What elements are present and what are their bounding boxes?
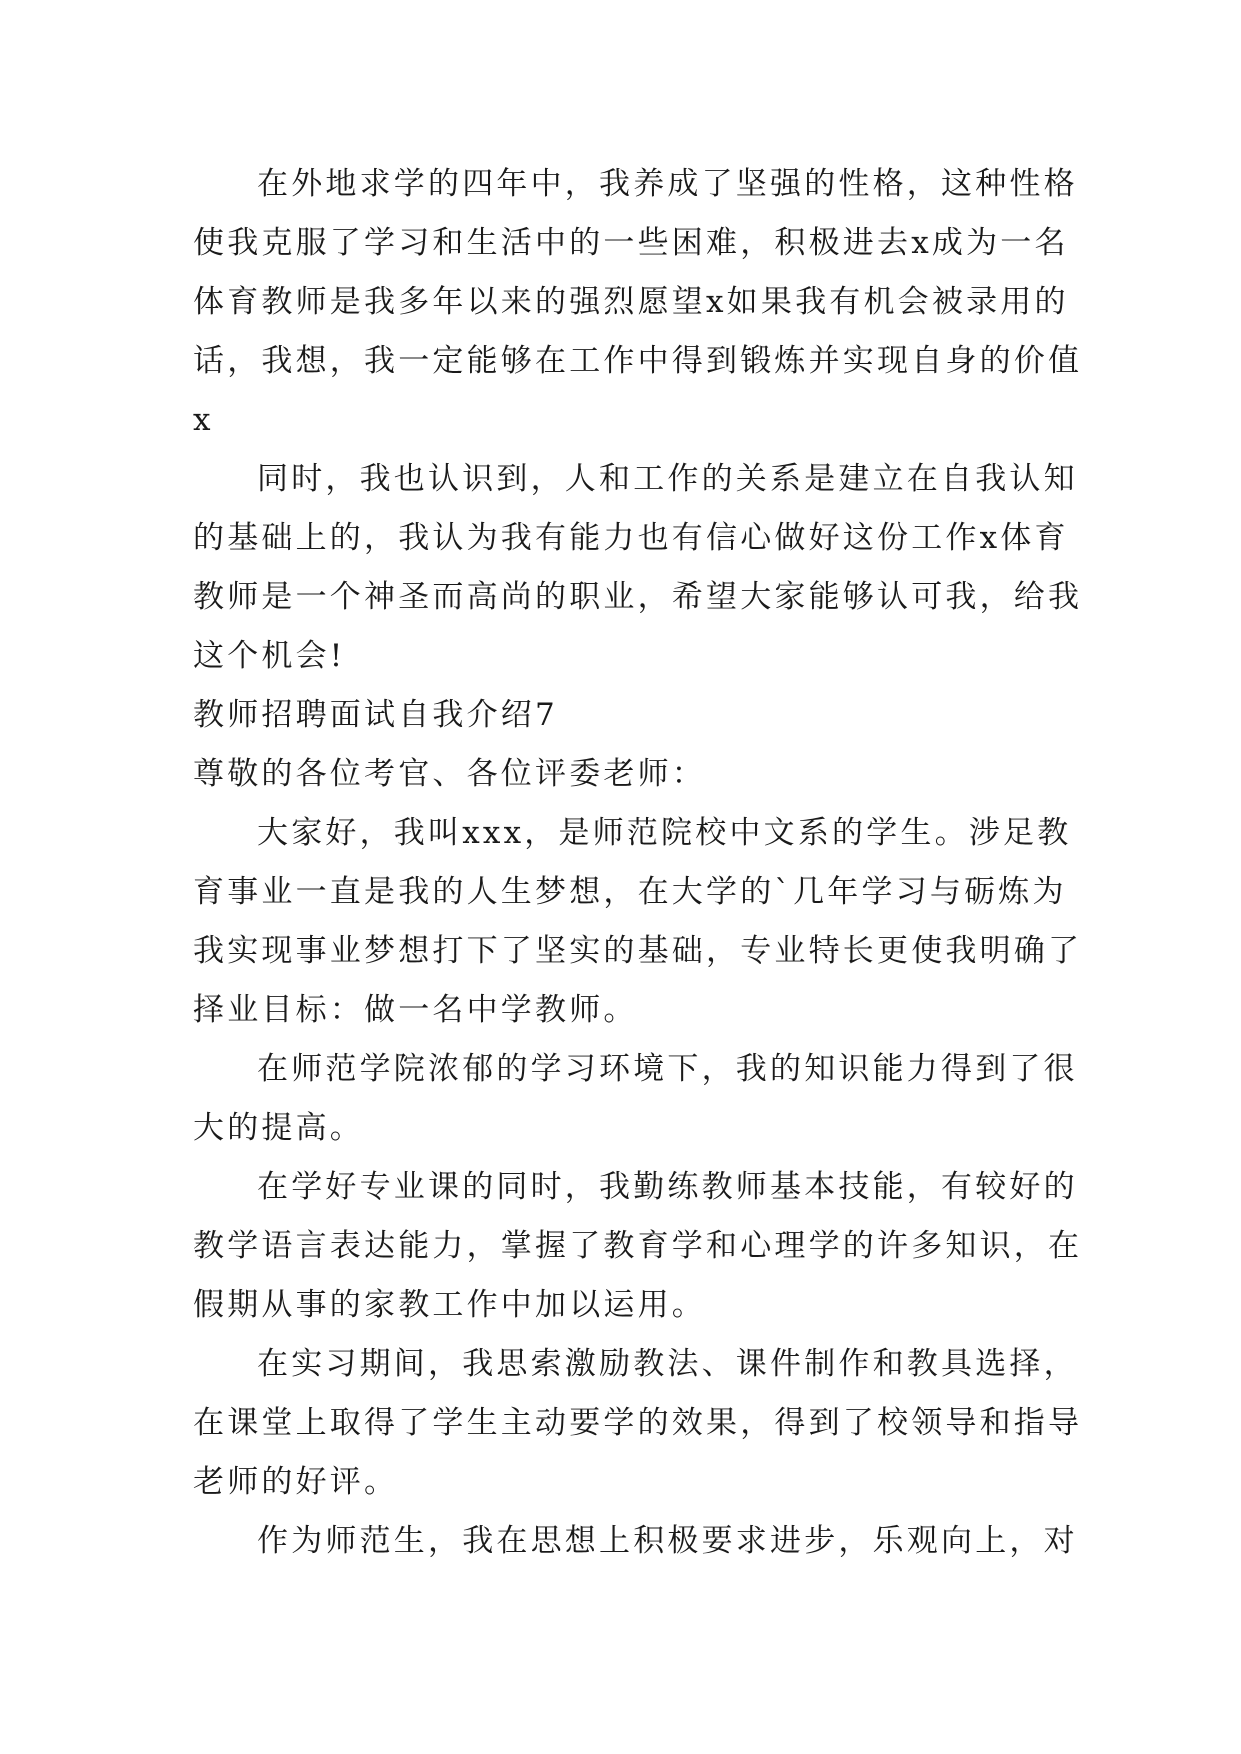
text-line: 在实习期间，我思索激励教法、课件制作和教具选择， (257, 1346, 1078, 1382)
text-line: 大的提高。 (193, 1110, 364, 1146)
text-line: 作为师范生，我在思想上积极要求进步，乐观向上，对 (257, 1523, 1078, 1559)
text-line: 这个机会! (193, 638, 346, 674)
section-heading: 教师招聘面试自我介绍7 (193, 697, 558, 733)
document-body (193, 155, 1083, 1571)
text-line: 假期从事的家教工作中加以运用。 (193, 1287, 706, 1323)
text-line: 话，我想，我一定能够在工作中得到锻炼并实现自身的价值 (193, 343, 1083, 379)
text-line: x (193, 402, 214, 438)
text-line: 同时，我也认识到，人和工作的关系是建立在自我认知 (257, 461, 1078, 497)
text-line: 在学好专业课的同时，我勤练教师基本技能，有较好的 (257, 1169, 1078, 1205)
text-line: 大家好，我叫xxx，是师范院校中文系的学生。涉足教 (257, 815, 1072, 851)
text-line: 老师的好评。 (193, 1464, 399, 1500)
text-line: 在课堂上取得了学生主动要学的效果，得到了校领导和指导 (193, 1405, 1083, 1441)
text-line: 在外地求学的四年中，我养成了坚强的性格，这种性格 (257, 166, 1078, 202)
text-line: 教学语言表达能力，掌握了教育学和心理学的许多知识，在 (193, 1228, 1083, 1264)
text-line: 我实现事业梦想打下了坚实的基础，专业特长更使我明确了 (193, 933, 1083, 969)
text-line: 择业目标：做一名中学教师。 (193, 992, 638, 1028)
salutation: 尊敬的各位考官、各位评委老师： (193, 756, 706, 792)
text-line: 教师是一个神圣而高尚的职业，希望大家能够认可我，给我 (193, 579, 1083, 615)
text-line: 在师范学院浓郁的学习环境下，我的知识能力得到了很 (257, 1051, 1078, 1087)
text-line: 体育教师是我多年以来的强烈愿望x如果我有机会被录用的 (193, 284, 1069, 320)
text-line: 育事业一直是我的人生梦想，在大学的`几年学习与砺炼为 (193, 874, 1067, 910)
text-line: 使我克服了学习和生活中的一些困难，积极进去x成为一名 (193, 225, 1069, 261)
text-line: 的基础上的，我认为我有能力也有信心做好这份工作x体育 (193, 520, 1069, 556)
